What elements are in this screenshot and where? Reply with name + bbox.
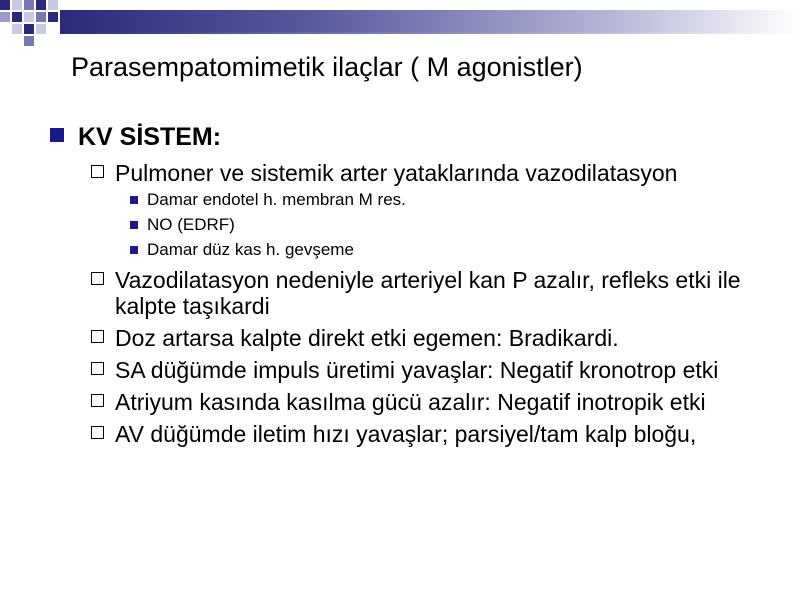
decor-square [36,24,46,34]
hollow-square-bullet-icon [91,394,104,407]
decor-square [24,12,34,22]
small-square-bullet-icon [130,221,138,229]
list-item [48,421,778,447]
list-item [48,213,778,236]
decor-square [24,36,34,46]
decor-square [36,0,46,10]
section-heading [48,120,778,154]
bullet-list [48,160,778,447]
decor-square [36,12,46,22]
decor-square [24,0,34,10]
hollow-square-bullet-icon [91,362,104,375]
list-item [48,325,778,351]
slide-title: Parasempatomimetik ilaçlar ( M agonistler) [71,52,583,82]
decor-square [12,12,22,22]
list-item [48,267,778,319]
list-item [48,389,778,415]
hollow-square-bullet-icon [91,272,104,285]
list-item-text: Pulmoner ve sistemik arter yataklarında vazodilatasyon [115,160,678,186]
list-item-text: SA düğümde impuls üretimi yavaşlar: Negatif kronotrop etki [115,357,719,383]
small-square-bullet-icon [130,246,138,254]
hollow-square-bullet-icon [91,165,104,178]
decor-square [24,24,34,34]
decor-square [0,12,10,22]
list-item [48,188,778,211]
square-bullet-icon [50,128,64,142]
list-item [48,160,778,186]
decor-square [12,0,22,10]
list-item-text: AV düğümde iletim hızı yavaşlar; parsiyel/tam kalp bloğu, [115,421,697,447]
decor-square [48,12,58,22]
list-item-text: Damar endotel h. membran M res. [147,190,406,209]
hollow-square-bullet-icon [91,426,104,439]
header-band-line [60,32,800,34]
list-item-text: NO (EDRF) [147,215,235,234]
list-item [48,238,778,261]
heading-text: KV SİSTEM: [78,123,222,151]
small-square-bullet-icon [130,196,138,204]
decor-square [48,0,58,10]
hollow-square-bullet-icon [91,330,104,343]
slide-content [48,120,778,447]
list-item-text: Doz artarsa kalpte direkt etki egemen: Bradikardi. [115,325,619,351]
list-item [48,357,778,383]
decor-square [12,24,22,34]
list-item-text: Atriyum kasında kasılma gücü azalır: Negatif inotropik etki [115,389,706,415]
list-item-text: Damar düz kas h. gevşeme [147,240,354,259]
list-item-text: Vazodilatasyon nedeniyle arteriyel kan P azalır, refleks etki ile kalpte taşıkardi [115,267,741,319]
decor-square [0,0,10,10]
header-band [60,10,800,32]
